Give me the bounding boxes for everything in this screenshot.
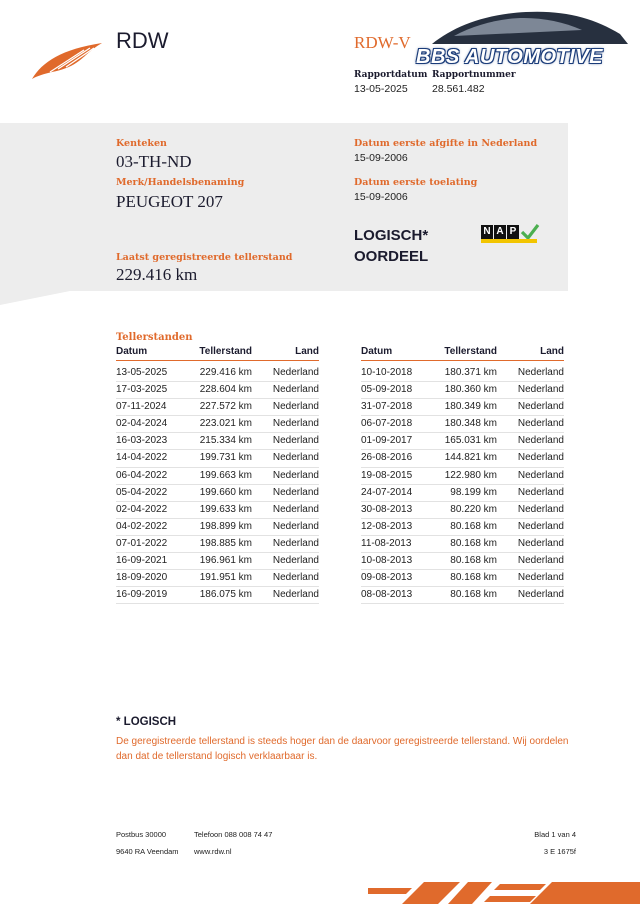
row-reading: 198.885 km <box>199 537 252 549</box>
plate-label: Kenteken <box>116 138 167 149</box>
row-reading: 199.660 km <box>199 486 252 498</box>
row-date: 10-10-2018 <box>361 367 413 378</box>
row-date: 19-08-2015 <box>361 469 413 481</box>
row-country: Nederland <box>517 503 564 515</box>
row-date: 13-05-2025 <box>116 367 168 378</box>
make-value: PEUGEOT 207 <box>116 192 223 211</box>
row-date: 07-01-2022 <box>116 537 168 549</box>
table-row <box>361 365 564 382</box>
table-row <box>361 485 564 502</box>
verdict-line2: OORDEEL <box>354 248 429 265</box>
col-date-header: Datum <box>116 346 148 357</box>
row-country: Nederland <box>517 452 564 464</box>
last-odometer-label: Laatst geregistreerde tellerstand <box>116 252 293 263</box>
note-title: * LOGISCH <box>116 716 177 728</box>
row-country: Nederland <box>272 520 319 532</box>
table-row <box>116 365 319 382</box>
last-odometer-value: 229.416 km <box>116 265 198 284</box>
table-row <box>116 382 319 399</box>
table-row <box>361 468 564 485</box>
table-row <box>361 587 564 604</box>
row-reading: 80.168 km <box>450 555 497 567</box>
row-date: 14-04-2022 <box>116 452 168 464</box>
nap-letter-p: P <box>507 225 519 239</box>
row-country: Nederland <box>517 401 564 413</box>
footer-web: www.rdw.nl <box>194 847 232 856</box>
table-row <box>361 433 564 450</box>
plate-value: 03-TH-ND <box>116 152 192 171</box>
row-reading: 198.899 km <box>199 520 252 532</box>
row-date: 26-08-2016 <box>361 452 413 464</box>
row-reading: 80.168 km <box>450 589 497 601</box>
row-reading: 180.371 km <box>444 367 497 378</box>
col-reading-header: Tellerstand <box>199 346 252 357</box>
footer-phone: Telefoon 088 008 74 47 <box>194 830 273 839</box>
row-reading: 215.334 km <box>199 435 252 447</box>
col-country-header: Land <box>295 346 319 357</box>
row-date: 08-08-2013 <box>361 589 413 601</box>
report-date-label: Rapportdatum <box>354 70 428 80</box>
table-header <box>361 346 564 361</box>
row-country: Nederland <box>517 367 564 378</box>
report-date: 13-05-2025 <box>354 83 408 95</box>
table-row <box>116 587 319 604</box>
row-country: Nederland <box>272 503 319 515</box>
row-country: Nederland <box>517 572 564 584</box>
table-row <box>116 553 319 570</box>
table-header <box>116 346 319 361</box>
row-reading: 199.663 km <box>199 469 252 481</box>
row-date: 18-09-2020 <box>116 572 168 584</box>
table-row <box>361 536 564 553</box>
col-reading-header: Tellerstand <box>444 346 497 357</box>
row-reading: 80.168 km <box>450 520 497 532</box>
footer-city: 9640 RA Veendam <box>116 847 179 856</box>
row-country: Nederland <box>517 435 564 447</box>
row-date: 31-07-2018 <box>361 401 413 413</box>
row-date: 16-03-2023 <box>116 435 168 447</box>
row-reading: 180.349 km <box>444 401 497 413</box>
row-reading: 98.199 km <box>450 486 497 498</box>
row-country: Nederland <box>272 401 319 413</box>
row-country: Nederland <box>272 435 319 447</box>
first-nl-value: 15-09-2006 <box>354 152 408 164</box>
row-date: 24-07-2014 <box>361 486 413 498</box>
row-date: 11-08-2013 <box>361 537 412 549</box>
note-text: De geregistreerde tellerstand is steeds hoger dan de daarvoor geregistreerde tellerstand. Wij oordelen dan dat de tellerstand logisch verklaarbaar is. <box>116 736 569 762</box>
row-reading: 191.951 km <box>199 572 252 584</box>
report-number: 28.561.482 <box>432 83 485 95</box>
table-row <box>361 553 564 570</box>
footer-code: 3 E 1675f <box>543 847 576 856</box>
footer-pobox: Postbus 30000 <box>116 830 167 839</box>
table-row <box>116 485 319 502</box>
row-country: Nederland <box>272 469 319 481</box>
table-row <box>361 502 564 519</box>
row-reading: 80.168 km <box>450 537 497 549</box>
row-reading: 80.220 km <box>450 503 497 515</box>
row-date: 02-04-2024 <box>116 418 168 430</box>
table-row <box>116 433 319 450</box>
row-country: Nederland <box>517 418 564 430</box>
table-row <box>116 570 319 587</box>
row-date: 09-08-2013 <box>361 572 413 584</box>
row-reading: 199.633 km <box>199 503 252 515</box>
verdict-line1: LOGISCH* <box>354 227 429 244</box>
make-label: Merk/Handelsbenaming <box>116 177 245 188</box>
row-country: Nederland <box>272 537 319 549</box>
rdw-logo-icon <box>28 40 104 82</box>
row-date: 06-04-2022 <box>116 469 168 481</box>
row-reading: 196.961 km <box>199 555 252 567</box>
row-reading: 227.572 km <box>199 401 252 413</box>
row-country: Nederland <box>272 555 319 567</box>
row-reading: 186.075 km <box>199 589 252 601</box>
row-country: Nederland <box>517 384 564 396</box>
row-country: Nederland <box>517 555 564 567</box>
row-date: 06-07-2018 <box>361 418 413 430</box>
nap-letter-a: A <box>494 225 506 239</box>
odometer-table-right <box>361 346 564 604</box>
table-row <box>361 519 564 536</box>
row-date: 02-04-2022 <box>116 503 168 515</box>
table-row <box>116 468 319 485</box>
table-row <box>116 536 319 553</box>
table-row <box>116 450 319 467</box>
report-title: RDW-V <box>354 33 411 52</box>
row-country: Nederland <box>517 520 564 532</box>
table-row <box>116 502 319 519</box>
row-date: 05-09-2018 <box>361 384 413 396</box>
row-country: Nederland <box>272 589 319 601</box>
first-nl-label: Datum eerste afgifte in Nederland <box>354 138 538 149</box>
odometer-table-left <box>116 346 319 604</box>
row-country: Nederland <box>272 418 319 430</box>
row-date: 16-09-2019 <box>116 589 168 601</box>
odometer-section-title: Tellerstanden <box>116 332 193 343</box>
org-name: RDW <box>116 28 169 53</box>
row-date: 05-04-2022 <box>116 486 168 498</box>
row-date: 10-08-2013 <box>361 555 413 567</box>
row-date: 16-09-2021 <box>116 555 168 567</box>
row-country: Nederland <box>272 384 319 396</box>
row-reading: 180.348 km <box>444 418 497 430</box>
row-date: 01-09-2017 <box>361 435 413 447</box>
col-country-header: Land <box>540 346 564 357</box>
row-date: 17-03-2025 <box>116 384 168 396</box>
row-reading: 199.731 km <box>199 452 252 464</box>
decorative-stripes-icon <box>368 880 640 906</box>
report-number-label: Rapportnummer <box>432 70 516 80</box>
row-date: 12-08-2013 <box>361 520 413 532</box>
row-reading: 80.168 km <box>450 572 497 584</box>
nap-letter-n: N <box>481 225 493 239</box>
nap-underline <box>481 239 537 243</box>
row-reading: 122.980 km <box>444 469 497 481</box>
table-row <box>116 399 319 416</box>
row-country: Nederland <box>272 452 319 464</box>
table-row <box>361 570 564 587</box>
table-row <box>361 399 564 416</box>
row-date: 07-11-2024 <box>116 401 167 413</box>
row-country: Nederland <box>517 469 564 481</box>
row-reading: 144.821 km <box>444 452 497 464</box>
row-date: 04-02-2022 <box>116 520 168 532</box>
table-row <box>116 416 319 433</box>
row-reading: 229.416 km <box>199 367 252 378</box>
col-date-header: Datum <box>361 346 393 357</box>
row-reading: 223.021 km <box>199 418 252 430</box>
panel-tab <box>0 291 70 305</box>
table-row <box>116 519 319 536</box>
row-reading: 228.604 km <box>199 384 252 396</box>
row-country: Nederland <box>517 537 564 549</box>
row-country: Nederland <box>272 486 319 498</box>
table-row <box>361 382 564 399</box>
row-country: Nederland <box>272 572 319 584</box>
row-date: 30-08-2013 <box>361 503 413 515</box>
first-admission-label: Datum eerste toelating <box>354 177 478 188</box>
row-reading: 165.031 km <box>444 435 497 447</box>
bbs-watermark: BBS AUTOMOTIVE <box>416 46 604 68</box>
row-country: Nederland <box>272 367 319 378</box>
footer-page: Blad 1 van 4 <box>534 830 576 839</box>
table-row <box>361 416 564 433</box>
row-reading: 180.360 km <box>444 384 497 396</box>
first-admission-value: 15-09-2006 <box>354 191 408 203</box>
row-country: Nederland <box>517 589 564 601</box>
row-country: Nederland <box>517 486 564 498</box>
table-row <box>361 450 564 467</box>
